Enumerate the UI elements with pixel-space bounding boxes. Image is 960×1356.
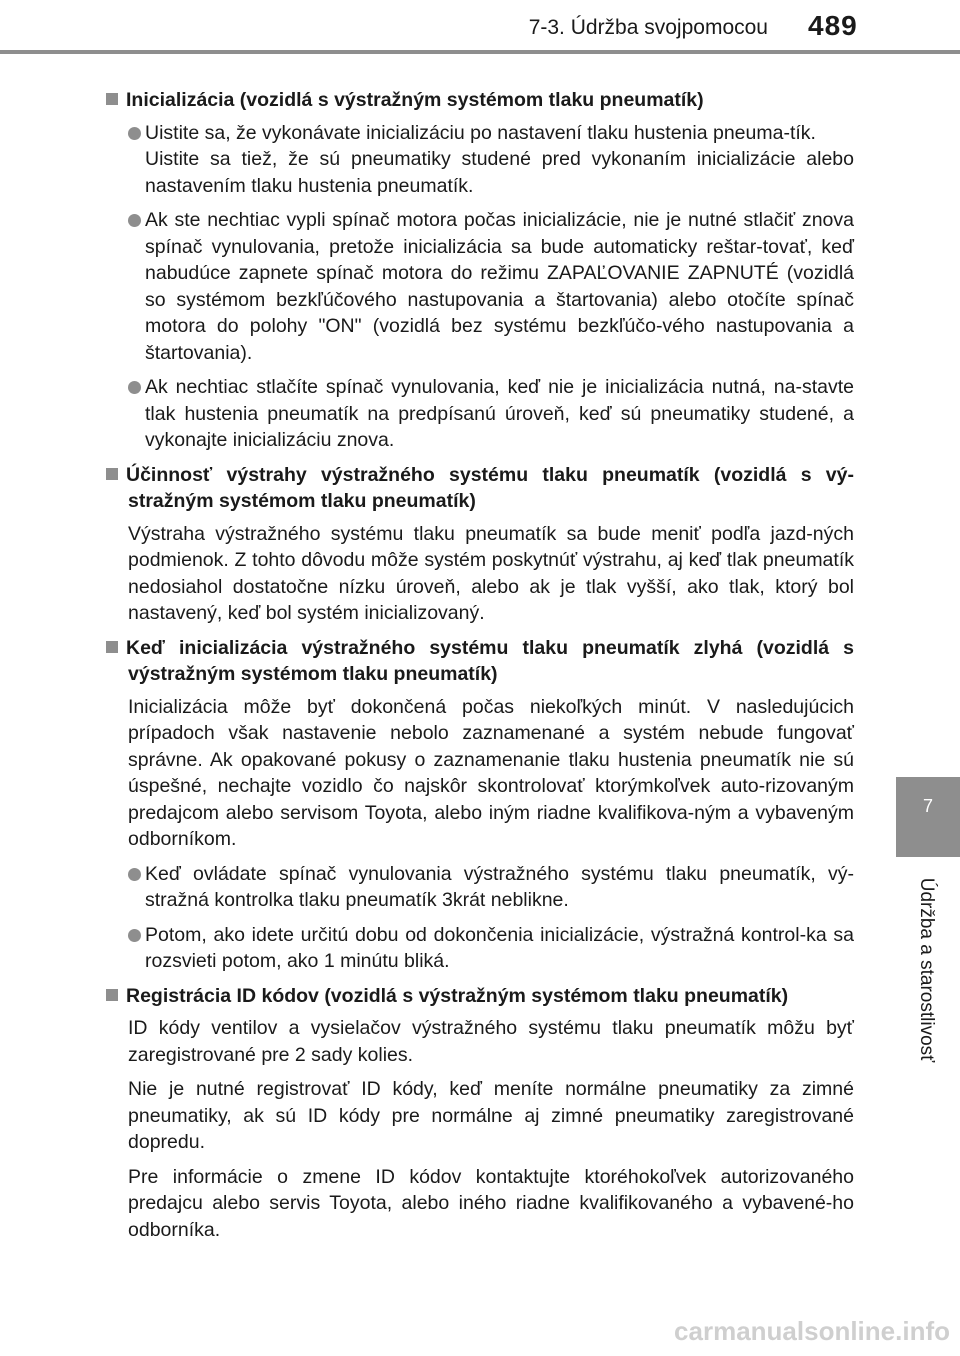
square-bullet-icon: [106, 93, 118, 105]
chapter-tab: [896, 777, 960, 857]
section-heading: [106, 87, 854, 114]
bullet-text: Uistite sa tiež, že sú pneumatiky studené pred vykonaním inicializácie alebo nastavením tlaku hustenia pneumatík.: [145, 148, 854, 197]
bullet-item: [106, 374, 854, 454]
paragraph: Nie je nutné registrovať ID kódy, keď meníte normálne pneumatiky za zimné pneumatiky, ak sú ID kódy pre normálne aj zimné pneumatiky zaregistrované dopredu.: [128, 1078, 854, 1153]
square-bullet-icon: [106, 641, 118, 653]
circle-bullet-icon: [128, 868, 141, 881]
bullet-text: Ak nechtiac stlačíte spínač vynulovania, keď nie je inicializácia nutná, na-stavte tlak hustenia pneumatík na predpísanú úroveň, keď sú pneumatiky studené, a vykonajte inicializáciu znova.: [145, 376, 854, 451]
bullet-text: Uistite sa, že vykonávate inicializáciu po nastavení tlaku hustenia pneuma-tík.: [145, 121, 816, 144]
bullet-item: [106, 120, 854, 200]
bullet-text: Potom, ako idete určitú dobu od dokončenia inicializácie, výstražná kontrol-ka sa rozsvieti potom, ako 1 minútu bliká.: [145, 923, 854, 972]
chapter-tab-title: [908, 870, 944, 1070]
bullet-item: [106, 207, 854, 366]
paragraph: Inicializácia môže byť dokončená počas niekoľkých minút. V nasledujúcich prípadoch však nastavenie nebolo zaznamenané a systém nebude fungovať správne. Ak opakované pokusy o zaznamenanie tlaku hustenia pneumatík nie sú úspešné, nechajte vozidlo čo najskôr skontrolovať ktorýmkoľvek auto-rizovaným predajcom alebo servisom Toyota, alebo iným riadne kvalifikova-ným a vybaveným odborníkom.: [128, 695, 854, 850]
chapter-tab-number: 7: [922, 796, 933, 816]
section-heading-text: Registrácia ID kódov (vozidlá s výstražným systémom tlaku pneumatík): [126, 984, 789, 1007]
paragraph: ID kódy ventilov a vysielačov výstražného systému tlaku pneumatík môžu byť zaregistrované pre 2 sady kolies.: [128, 1017, 854, 1066]
circle-bullet-icon: [128, 381, 141, 394]
section-heading-text: Inicializácia (vozidlá s výstražným systémom tlaku pneumatík): [126, 89, 704, 111]
bullet-item: [106, 922, 854, 975]
chapter-tab-title-text: Údržba a starostlivosť: [916, 877, 937, 1063]
page-content: [106, 87, 854, 1251]
header-divider: [0, 50, 960, 54]
circle-bullet-icon: [128, 929, 141, 942]
page-number: 489: [808, 10, 858, 41]
section-heading: [106, 462, 854, 515]
bullet-text: Ak ste nechtiac vypli spínač motora počas inicializácie, nie je nutné stlačiť znova spínač vynulovania, pretože inicializácia sa bude automaticky reštar-tovať, keď nabudúce zapnete spínač motora do režimu ZAPAĽOVANIE ZAPNUTÉ (vozidlá so systémom bezkľúčového nastupovania a štartovania) alebo otočíte spínač motora do polohy "ON" (vozidlá bez systému bezkľúčo-vého nastupovania a štartovania).: [145, 209, 854, 364]
section-heading-text: Keď inicializácia výstražného systému tlaku pneumatík zlyhá (vozidlá s výstražným systémom tlaku pneumatík): [126, 636, 854, 685]
bullet-item: [106, 861, 854, 914]
section-heading: [106, 983, 854, 1010]
paragraph: Výstraha výstražného systému tlaku pneumatík sa bude meniť podľa jazd-ných podmienok. Z tohto dôvodu môže systém poskytnúť výstrahu, aj keď tlak pneumatík nedosiahol dostatočne nízku úroveň, alebo ak je tlak vyšší, ako tlak, ktorý bol nastavený, keď bol systém inicializovaný.: [128, 522, 854, 624]
circle-bullet-icon: [128, 214, 141, 227]
square-bullet-icon: [106, 468, 118, 480]
circle-bullet-icon: [128, 127, 141, 140]
paragraph: Pre informácie o zmene ID kódov kontaktujte ktoréhokoľvek autorizovaného predajcu alebo servis Toyota, alebo iného riadne kvalifikovaného a vybavené-ho odborníka.: [128, 1165, 854, 1241]
square-bullet-icon: [106, 989, 118, 1001]
watermark: carmanualsonline.info: [674, 1316, 950, 1346]
section-heading: [106, 635, 854, 688]
section-title: 7-3. Údržba svojpomocou: [528, 16, 768, 39]
bullet-text: Keď ovládate spínač vynulovania výstražného systému tlaku pneumatík, vý-stražná kontrolka tlaku pneumatík 3krát neblikne.: [145, 862, 854, 911]
section-heading-text: Účinnosť výstrahy výstražného systému tlaku pneumatík (vozidlá s vý-stražným systémom tlaku pneumatík): [126, 463, 854, 512]
